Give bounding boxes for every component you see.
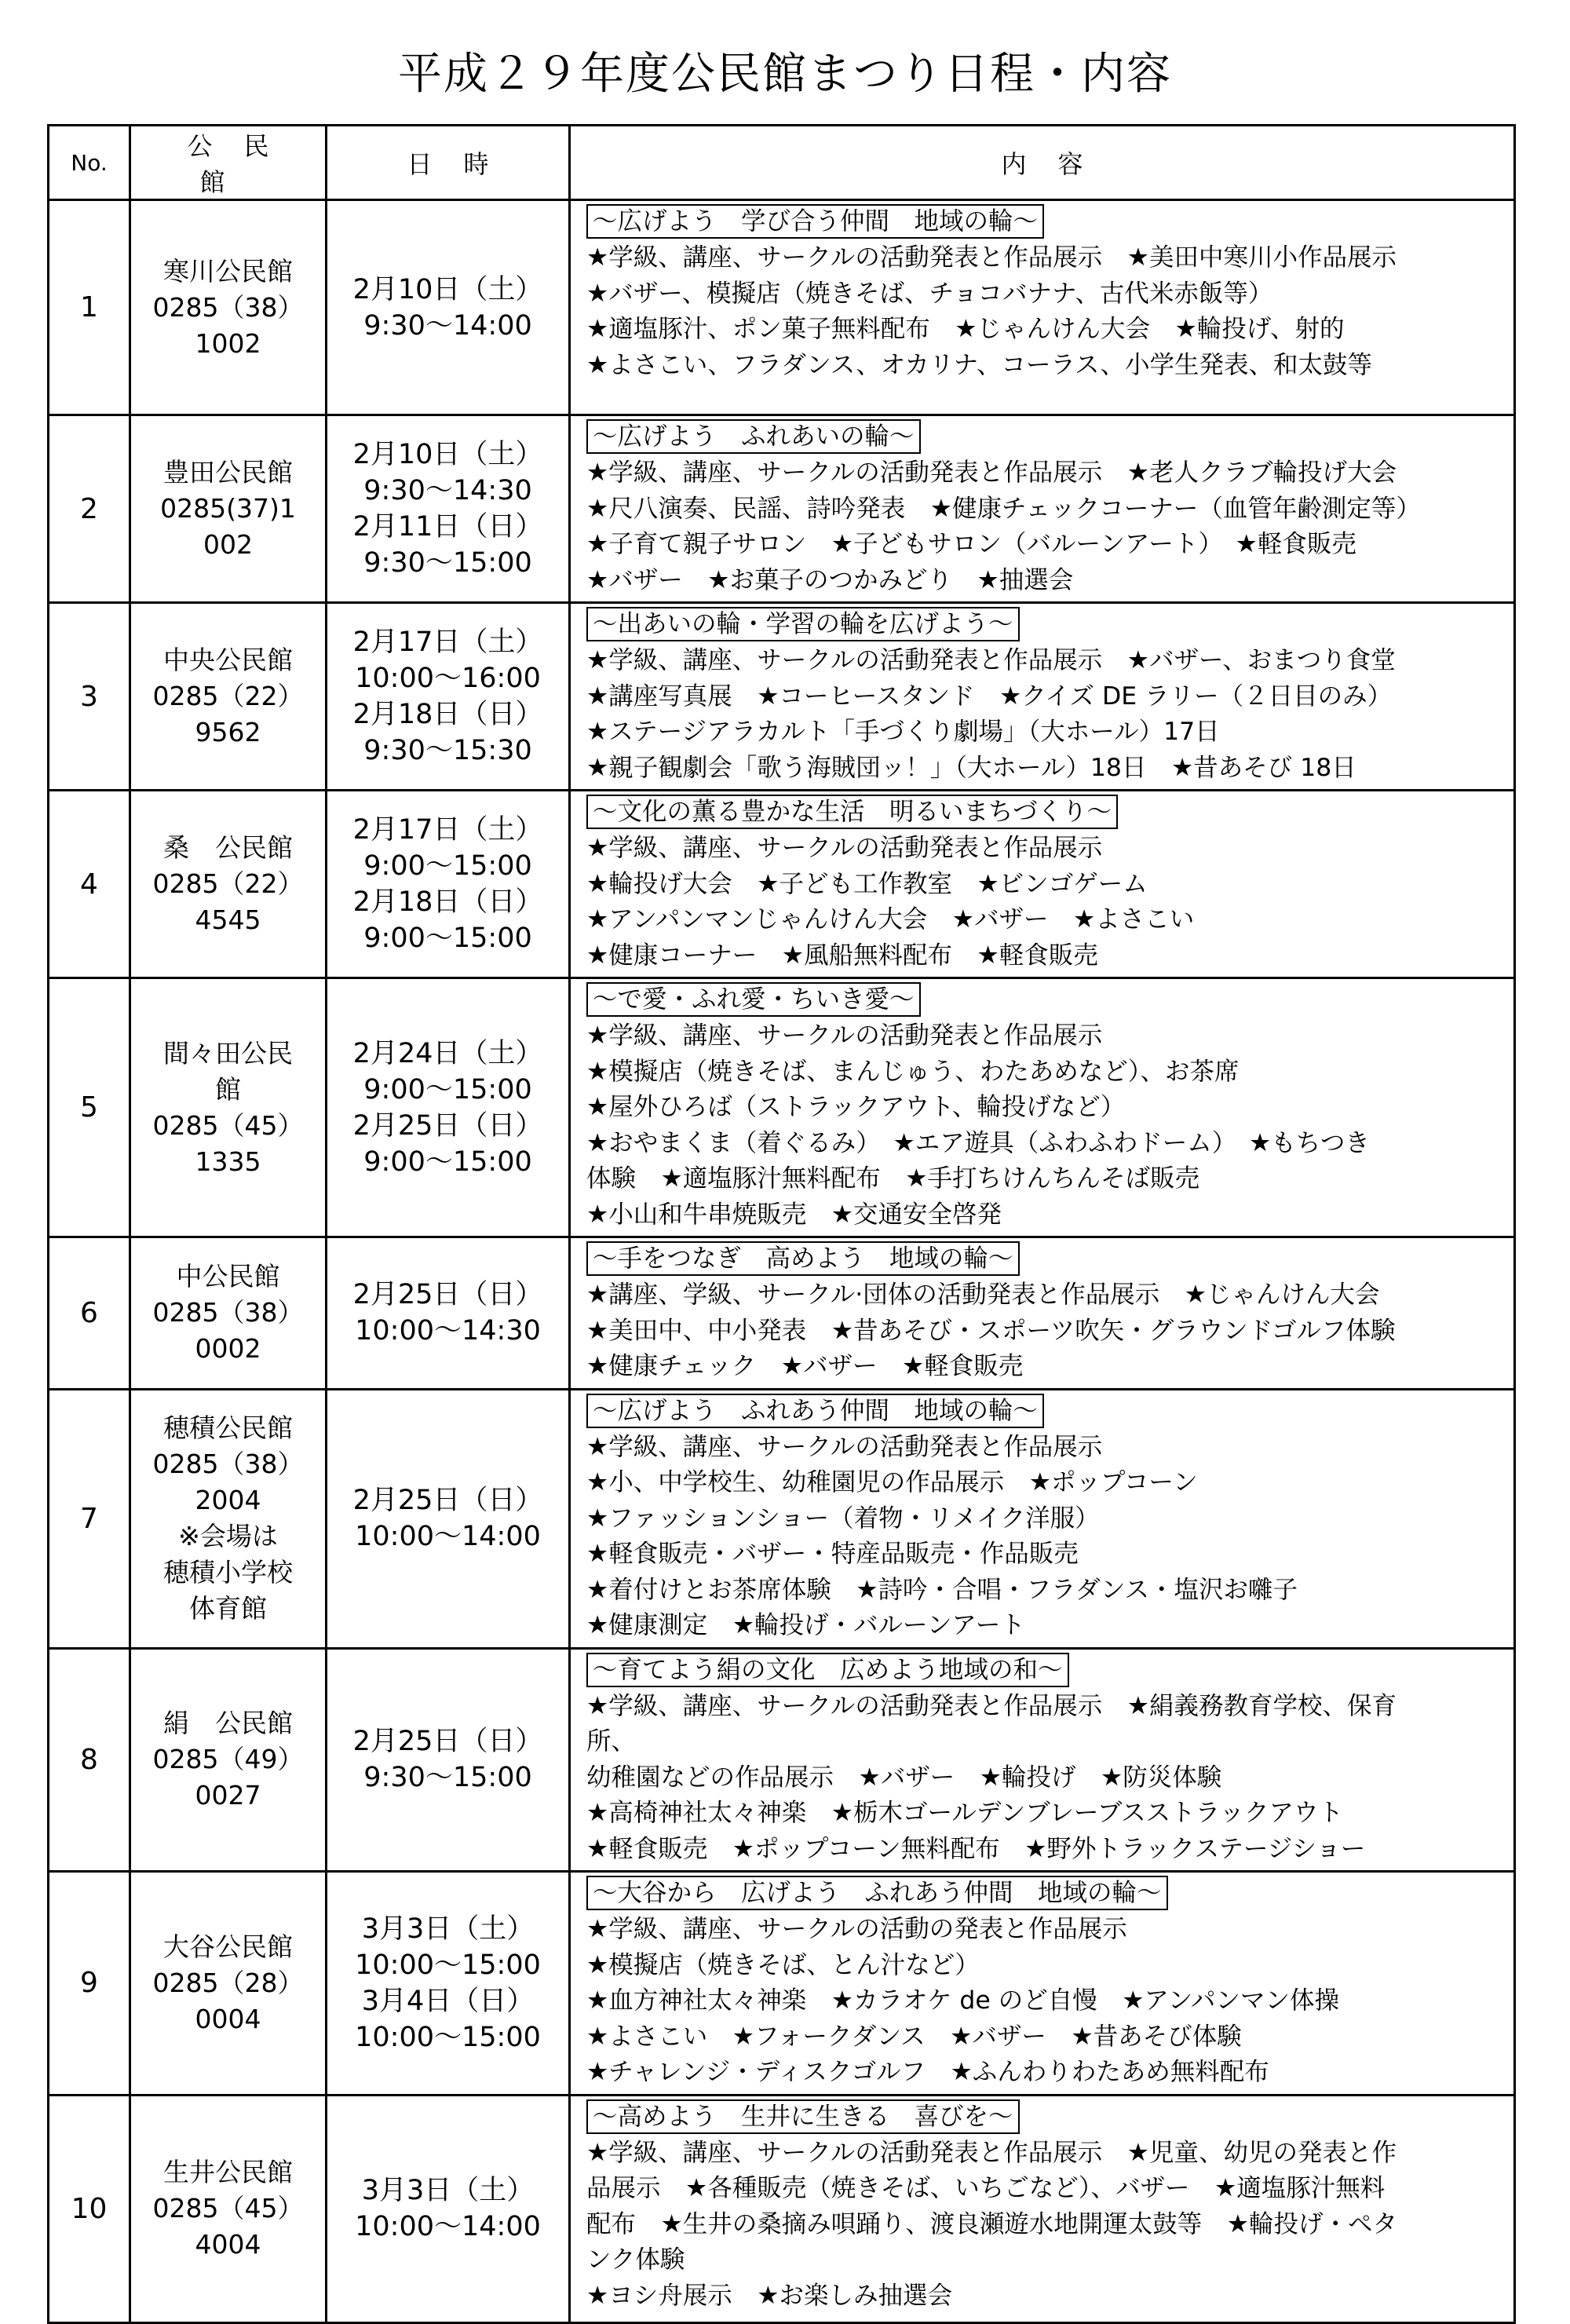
event-item: ★尺八演奏、民謡、詩吟発表 ★健康チェックコーナー（血管年齢測定等） — [586, 494, 1421, 523]
hall-cell — [130, 2095, 327, 2322]
datetime-line: 9:00〜15:00 — [363, 923, 532, 954]
header-hall: 公民館 — [130, 126, 327, 200]
hall-line: 館 — [215, 1073, 241, 1105]
hall-line: 穂積公民館 — [163, 1412, 293, 1443]
event-item: ★高椅神社太々神楽 ★栃木ゴールデンブレーブスストラックアウト — [586, 1799, 1343, 1827]
hall-line: 0285（28） — [152, 1967, 304, 1998]
datetime-cell — [327, 791, 570, 978]
hall-cell — [130, 1389, 327, 1648]
hall-line: 0027 — [195, 1780, 261, 1811]
event-item: ★学級、講座、サークルの活動発表と作品展示 — [586, 1432, 1103, 1461]
event-item: ★軽食販売・バザー・特産品販売・作品販売 — [586, 1540, 1079, 1568]
hall-line: 0285（45） — [152, 2193, 304, 2224]
datetime-cell — [327, 978, 570, 1237]
row-number: 4 — [49, 791, 130, 978]
table-row — [49, 1648, 1515, 1872]
content-cell — [570, 1872, 1515, 2096]
hall-line: 2004 — [195, 1485, 261, 1515]
event-item: ★チャレンジ・ディスクゴルフ ★ふんわりわたあめ無料配布 — [586, 2058, 1269, 2086]
hall-line: 絹 公民館 — [163, 1708, 293, 1739]
event-item: ★着付けとお茶席体験 ★詩吟・合唱・フラダンス・塩沢お囃子 — [586, 1575, 1298, 1604]
hall-line: 002 — [203, 529, 253, 560]
event-item: ★小、中学校生、幼稚園児の作品展示 ★ポップコーン — [586, 1468, 1198, 1496]
header-no: No. — [49, 126, 130, 200]
table-row — [49, 791, 1515, 978]
hall-cell — [130, 603, 327, 791]
event-item: ★ファッションショー（着物・リメイク洋服） — [586, 1504, 1100, 1533]
row-number: 3 — [49, 603, 130, 791]
datetime-line: 10:00〜15:00 — [355, 1949, 541, 1981]
table-header-row — [49, 126, 1515, 200]
event-theme: 〜育てよう絹の文化 広めよう地域の和〜 — [586, 1653, 1069, 1687]
event-item: ★軽食販売 ★ポップコーン無料配布 ★野外トラックステージショー — [586, 1834, 1366, 1863]
row-number: 10 — [49, 2095, 130, 2322]
event-item: ★講座写真展 ★コーヒースタンド ★クイズ DE ラリー（２日目のみ） — [586, 681, 1393, 711]
hall-line: 0285（38） — [152, 1297, 304, 1328]
hall-line: 0285（49） — [152, 1744, 304, 1775]
event-item: 所、 — [586, 1727, 637, 1756]
hall-line: 0285（38） — [152, 291, 304, 323]
hall-line: 9562 — [195, 717, 261, 747]
table-row — [49, 200, 1515, 415]
datetime-line: 2月25日（日） — [352, 1279, 543, 1311]
datetime-line: 3月3日（土） — [361, 2175, 535, 2206]
hall-cell — [130, 1648, 327, 1872]
header-content: 内容 — [570, 126, 1515, 200]
event-theme: 〜高めよう 生井に生きる 喜びを〜 — [586, 2099, 1020, 2134]
event-item: ★学級、講座、サークルの活動発表と作品展示 ★絹義務教育学校、保育 — [586, 1691, 1397, 1720]
event-item: ★輪投げ大会 ★子ども工作教室 ★ビンゴゲーム — [586, 869, 1148, 898]
hall-line: 0002 — [195, 1333, 261, 1365]
event-item: ★親子観劇会「歌う海賊団ッ！」（大ホール）18日 ★昔あそび 18日 — [586, 753, 1356, 782]
datetime-line: 2月17日（土） — [352, 627, 543, 658]
hall-line: 0285（22） — [152, 681, 304, 711]
hall-line: 体育館 — [189, 1593, 267, 1624]
event-theme: 〜広げよう ふれあいの輪〜 — [586, 419, 921, 454]
hall-cell — [130, 1237, 327, 1390]
table-row — [49, 603, 1515, 791]
content-cell — [570, 1648, 1515, 1872]
content-cell — [570, 2095, 1515, 2322]
event-item: ★講座、学級、サークル·団体の活動発表と作品展示 ★じゃんけん大会 — [586, 1281, 1380, 1309]
event-item: ★バザー ★お菓子のつかみどり ★抽選会 — [586, 565, 1074, 594]
event-item: ★学級、講座、サークルの活動発表と作品展示 ★バザー、おまつり食堂 — [586, 646, 1396, 674]
event-item: ★健康チェック ★バザー ★軽食販売 — [586, 1352, 1024, 1380]
row-number: 2 — [49, 415, 130, 603]
event-theme: 〜出あいの輪・学習の輪を広げよう〜 — [586, 607, 1020, 641]
row-number: 7 — [49, 1389, 130, 1648]
event-item: ★学級、講座、サークルの活動発表と作品展示 — [586, 1021, 1103, 1050]
hall-cell — [130, 415, 327, 603]
row-number: 1 — [49, 200, 130, 415]
datetime-line: 10:00〜14:00 — [355, 1521, 541, 1552]
hall-line: 0285（45） — [152, 1109, 304, 1141]
datetime-cell — [327, 1872, 570, 2096]
datetime-cell — [327, 1389, 570, 1648]
datetime-line: 10:00〜14:30 — [355, 1315, 541, 1347]
event-theme: 〜広げよう ふれあう仲間 地域の輪〜 — [586, 1394, 1044, 1428]
event-item: ★ステージアラカルト「手づくり劇場」（大ホール）17日 — [586, 718, 1220, 746]
row-number: 8 — [49, 1648, 130, 1872]
datetime-line: 2月24日（土） — [352, 1037, 543, 1069]
datetime-line: 2月18日（日） — [352, 886, 543, 918]
event-item: ★おやまくま（着ぐるみ） ★エア遊具（ふわふわドーム） ★もちつき — [586, 1128, 1370, 1157]
event-item: ★模擬店（焼きそば、とん汁など） — [586, 1950, 980, 1979]
hall-line: 0285（38） — [152, 1449, 304, 1479]
datetime-line: 2月10日（土） — [352, 273, 543, 305]
row-number: 9 — [49, 1872, 130, 2096]
datetime-cell — [327, 1237, 570, 1390]
event-item: ★学級、講座、サークルの活動発表と作品展示 — [586, 834, 1103, 862]
content-cell — [570, 791, 1515, 978]
event-item: ★学級、講座、サークルの活動発表と作品展示 ★老人クラブ輪投げ大会 — [586, 459, 1397, 487]
row-number: 5 — [49, 978, 130, 1237]
table-row — [49, 1389, 1515, 1648]
content-cell — [570, 978, 1515, 1237]
datetime-line: 3月3日（土） — [361, 1913, 535, 1945]
header-datetime: 日時 — [327, 126, 570, 200]
schedule-table — [47, 124, 1516, 2324]
datetime-line: 2月25日（日） — [352, 1109, 543, 1142]
event-item: ★よさこい、フラダンス、オカリナ、コーラス、小学生発表、和太鼓等 — [586, 350, 1372, 379]
event-theme: 〜文化の薫る豊かな生活 明るいまちづくり〜 — [586, 795, 1118, 829]
datetime-line: 2月10日（土） — [352, 439, 543, 470]
content-cell — [570, 1389, 1515, 1648]
hall-cell — [130, 1872, 327, 2096]
content-cell — [570, 603, 1515, 791]
hall-line: 穂積小学校 — [163, 1557, 293, 1588]
event-item: ★健康測定 ★輪投げ・バルーンアート — [586, 1611, 1025, 1639]
page-title: 平成２９年度公民館まつり日程・内容 — [398, 49, 1172, 100]
datetime-cell — [327, 415, 570, 603]
event-theme: 〜で愛・ふれ愛・ちいき愛〜 — [586, 982, 921, 1017]
datetime-line: 9:00〜15:00 — [363, 1146, 532, 1178]
hall-line: 1002 — [195, 327, 261, 359]
table-row — [49, 2095, 1515, 2322]
event-item: ★学級、講座、サークルの活動発表と作品展示 ★美田中寒川小作品展示 — [586, 243, 1397, 272]
content-cell — [570, 415, 1515, 603]
datetime-line: 2月25日（日） — [352, 1485, 543, 1516]
event-item: ★血方神社太々神楽 ★カラオケ de のど自慢 ★アンパンマン体操 — [586, 1986, 1340, 2015]
datetime-line: 9:30〜15:00 — [363, 547, 532, 579]
datetime-line: 10:00〜15:00 — [355, 2021, 541, 2053]
hall-line: 4545 — [195, 904, 261, 935]
event-item: ★子育て親子サロン ★子どもサロン（バルーンアート） ★軽食販売 — [586, 530, 1356, 558]
table-row — [49, 1872, 1515, 2096]
hall-line: 大谷公民館 — [163, 1931, 293, 1962]
event-item: ★ヨシ舟展示 ★お楽しみ抽選会 — [586, 2281, 952, 2310]
event-item: ンク体験 — [586, 2245, 685, 2274]
event-item: ★模擬店（焼きそば、まんじゅう、わたあめなど）、お茶席 — [586, 1057, 1240, 1086]
datetime-line: 2月11日（日） — [352, 511, 543, 543]
datetime-line: 9:30〜15:00 — [363, 1762, 532, 1794]
hall-line: 寒川公民館 — [163, 255, 293, 287]
hall-line: 豊田公民館 — [163, 457, 293, 488]
event-theme: 〜手をつなぎ 高めよう 地域の輪〜 — [586, 1241, 1020, 1276]
datetime-line: 9:30〜14:00 — [363, 309, 532, 342]
datetime-cell — [327, 1648, 570, 1872]
content-cell — [570, 200, 1515, 415]
row-number: 6 — [49, 1237, 130, 1390]
datetime-line: 3月4日（日） — [361, 1985, 535, 2017]
hall-line: 中央公民館 — [163, 645, 293, 675]
event-item: 体験 ★適塩豚汁無料配布 ★手打ちけんちんそば販売 — [586, 1164, 1199, 1193]
datetime-line: 2月18日（日） — [352, 699, 543, 730]
hall-line: 生井公民館 — [163, 2157, 293, 2187]
datetime-line: 10:00〜16:00 — [355, 663, 541, 694]
hall-line: 0285（22） — [152, 868, 304, 899]
datetime-line: 2月17日（土） — [352, 814, 543, 846]
hall-line: ※会場は — [178, 1521, 278, 1551]
event-item: ★美田中、中小発表 ★昔あそび・スポーツ吹矢・グラウンドゴルフ体験 — [586, 1316, 1396, 1345]
event-item: 幼稚園などの作品展示 ★バザー ★輪投げ ★防災体験 — [586, 1763, 1222, 1792]
hall-line: 間々田公民 — [163, 1037, 293, 1069]
hall-line: 4004 — [195, 2229, 261, 2260]
datetime-line: 10:00〜14:00 — [355, 2211, 541, 2242]
datetime-line: 9:30〜15:30 — [363, 735, 532, 766]
event-theme: 〜広げよう 学び合う仲間 地域の輪〜 — [586, 204, 1044, 239]
hall-line: 中公民館 — [176, 1261, 280, 1292]
hall-line: 0285(37)1 — [160, 493, 296, 524]
hall-cell — [130, 978, 327, 1237]
event-item: ★屋外ひろば（ストラックアウト、輪投げなど） — [586, 1093, 1126, 1121]
hall-line: 桑 公民館 — [163, 832, 293, 863]
datetime-line: 2月25日（日） — [352, 1726, 543, 1758]
content-cell — [570, 1237, 1515, 1390]
datetime-line: 9:00〜15:00 — [363, 1073, 532, 1105]
event-item: ★学級、講座、サークルの活動発表と作品展示 ★児童、幼児の発表と作 — [586, 2138, 1397, 2167]
hall-line: 0004 — [195, 2003, 261, 2034]
datetime-line: 9:30〜14:30 — [363, 475, 532, 506]
table-row — [49, 978, 1515, 1237]
datetime-cell — [327, 603, 570, 791]
table-row — [49, 1237, 1515, 1390]
event-item: ★アンパンマンじゃんけん大会 ★バザー ★よさこい — [586, 905, 1195, 934]
event-item: ★バザー、模擬店（焼きそば、チョコバナナ、古代米赤飯等） — [586, 279, 1273, 308]
datetime-cell — [327, 200, 570, 415]
event-item: 配布 ★生井の桑摘み唄踊り、渡良瀬遊水地開運太鼓等 ★輪投げ・ペタ — [586, 2209, 1397, 2238]
hall-cell — [130, 200, 327, 415]
event-item: ★よさこい ★フォークダンス ★バザー ★昔あそび体験 — [586, 2022, 1242, 2051]
event-item: 品展示 ★各種販売（焼きそば、いちごなど）、バザー ★適塩豚汁無料 — [586, 2174, 1386, 2202]
datetime-line: 9:00〜15:00 — [363, 850, 532, 882]
event-item: ★適塩豚汁、ポン菓子無料配布 ★じゃんけん大会 ★輪投げ、射的 — [586, 315, 1345, 343]
hall-cell — [130, 791, 327, 978]
table-row — [49, 415, 1515, 603]
datetime-cell — [327, 2095, 570, 2322]
event-item: ★学級、講座、サークルの活動の発表と作品展示 — [586, 1915, 1127, 1943]
event-item: ★小山和牛串焼販売 ★交通安全啓発 — [586, 1200, 1002, 1229]
event-item: ★健康コーナー ★風船無料配布 ★軽食販売 — [586, 941, 1098, 970]
hall-line: 1335 — [195, 1146, 261, 1177]
event-theme: 〜大谷から 広げよう ふれあう仲間 地域の輪〜 — [586, 1876, 1168, 1910]
